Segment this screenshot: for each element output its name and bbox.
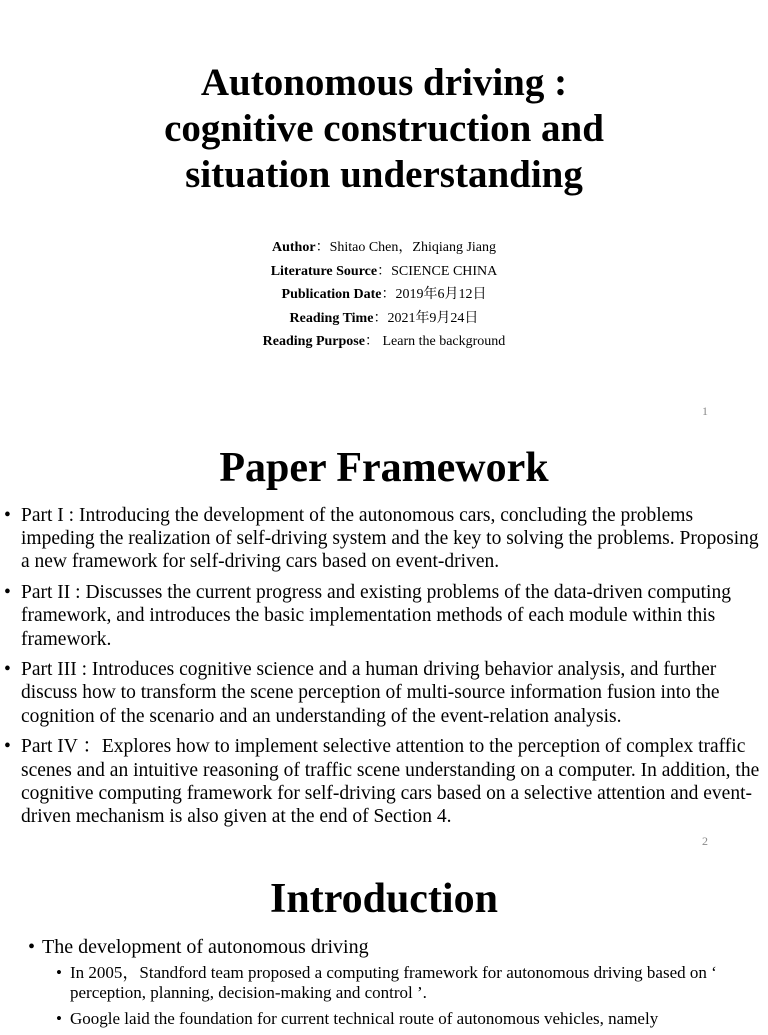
list-item: [0, 935, 766, 1029]
bullet-part-4: • Part IV ：Explores how to implement selective attention to the perception of complex traffic scenes and an intuitive reasoning of traffic scene understanding on a computer. In addition, the cognitive computing framework for self-driving cars based on a selective attention and event-driven mechanism is also given at the end of Section 4.: [0, 735, 766, 828]
meta-label: Literature Source: [270, 263, 378, 279]
page-number: 2: [702, 834, 708, 848]
meta-sep: ：: [364, 334, 379, 350]
meta-reading-time: [0, 307, 768, 331]
bullet-part-2: • Part II : Discusses the current progress and existing problems of the data-driven computing framework, and introduces the basic implementation methods of each module within this framework.: [0, 581, 766, 651]
title-line-2: cognitive construction and: [164, 107, 604, 150]
meta-sep: ：: [377, 263, 392, 279]
framework-bullet-list: [0, 504, 766, 836]
title-slide: [0, 0, 768, 430]
page-number: 1: [702, 404, 708, 418]
bullet-part-1: • Part I : Introducing the development of the autonomous cars, concluding the problems impeding the realization of self-driving system and the key to solving the problems. Proposing a new framework for self-driving cars based on event-driven.: [0, 504, 766, 574]
introduction-list: [0, 935, 766, 1035]
sub-list-item: • In 2005，Standford team proposed a computing framework for autonomous driving based on ‘ perception, planning, decision-making and control ’.: [41, 963, 766, 1003]
slide-title: Introduction: [270, 876, 498, 922]
presentation-title: [0, 60, 768, 198]
sub-list: [42, 963, 766, 1029]
meta-sep: ：: [373, 310, 388, 326]
meta-label: Publication Date: [281, 287, 382, 303]
meta-sep: ：: [381, 287, 396, 303]
meta-source: [0, 260, 768, 284]
framework-slide: [0, 430, 768, 860]
meta-value: Shitao Chen，Zhiqiang Jiang: [329, 240, 496, 255]
meta-sep: ：: [315, 240, 330, 255]
sub-list-item: • Google laid the foundation for current technical route of autonomous vehicles, namely: [41, 1009, 766, 1029]
meta-value: Learn the background: [378, 334, 506, 350]
meta-value: 2019年6月12日: [395, 287, 487, 303]
title-line-3: situation understanding: [185, 153, 583, 196]
slide-title: Paper Framework: [219, 445, 549, 491]
meta-value: 2021年9月24日: [387, 310, 479, 326]
paper-metadata: [0, 236, 768, 354]
bullet-part-3: • Part III : Introduces cognitive science and a human driving behavior analysis, and further discuss how to transform the scene perception of multi-source information fusion into the cognition of the scenario and an understanding of the event-relation analysis.: [0, 658, 766, 728]
meta-label: Reading Time: [289, 310, 374, 326]
meta-label: Reading Purpose: [262, 334, 365, 350]
meta-author: [0, 236, 768, 260]
meta-value: SCIENCE CHINA: [391, 263, 498, 279]
topic-text: The development of autonomous driving: [42, 936, 369, 958]
meta-label: Author: [272, 240, 316, 255]
meta-publication-date: [0, 283, 768, 307]
title-line-1: Autonomous driving :: [200, 61, 568, 104]
meta-reading-purpose: [0, 330, 768, 354]
introduction-slide: [0, 860, 768, 1028]
